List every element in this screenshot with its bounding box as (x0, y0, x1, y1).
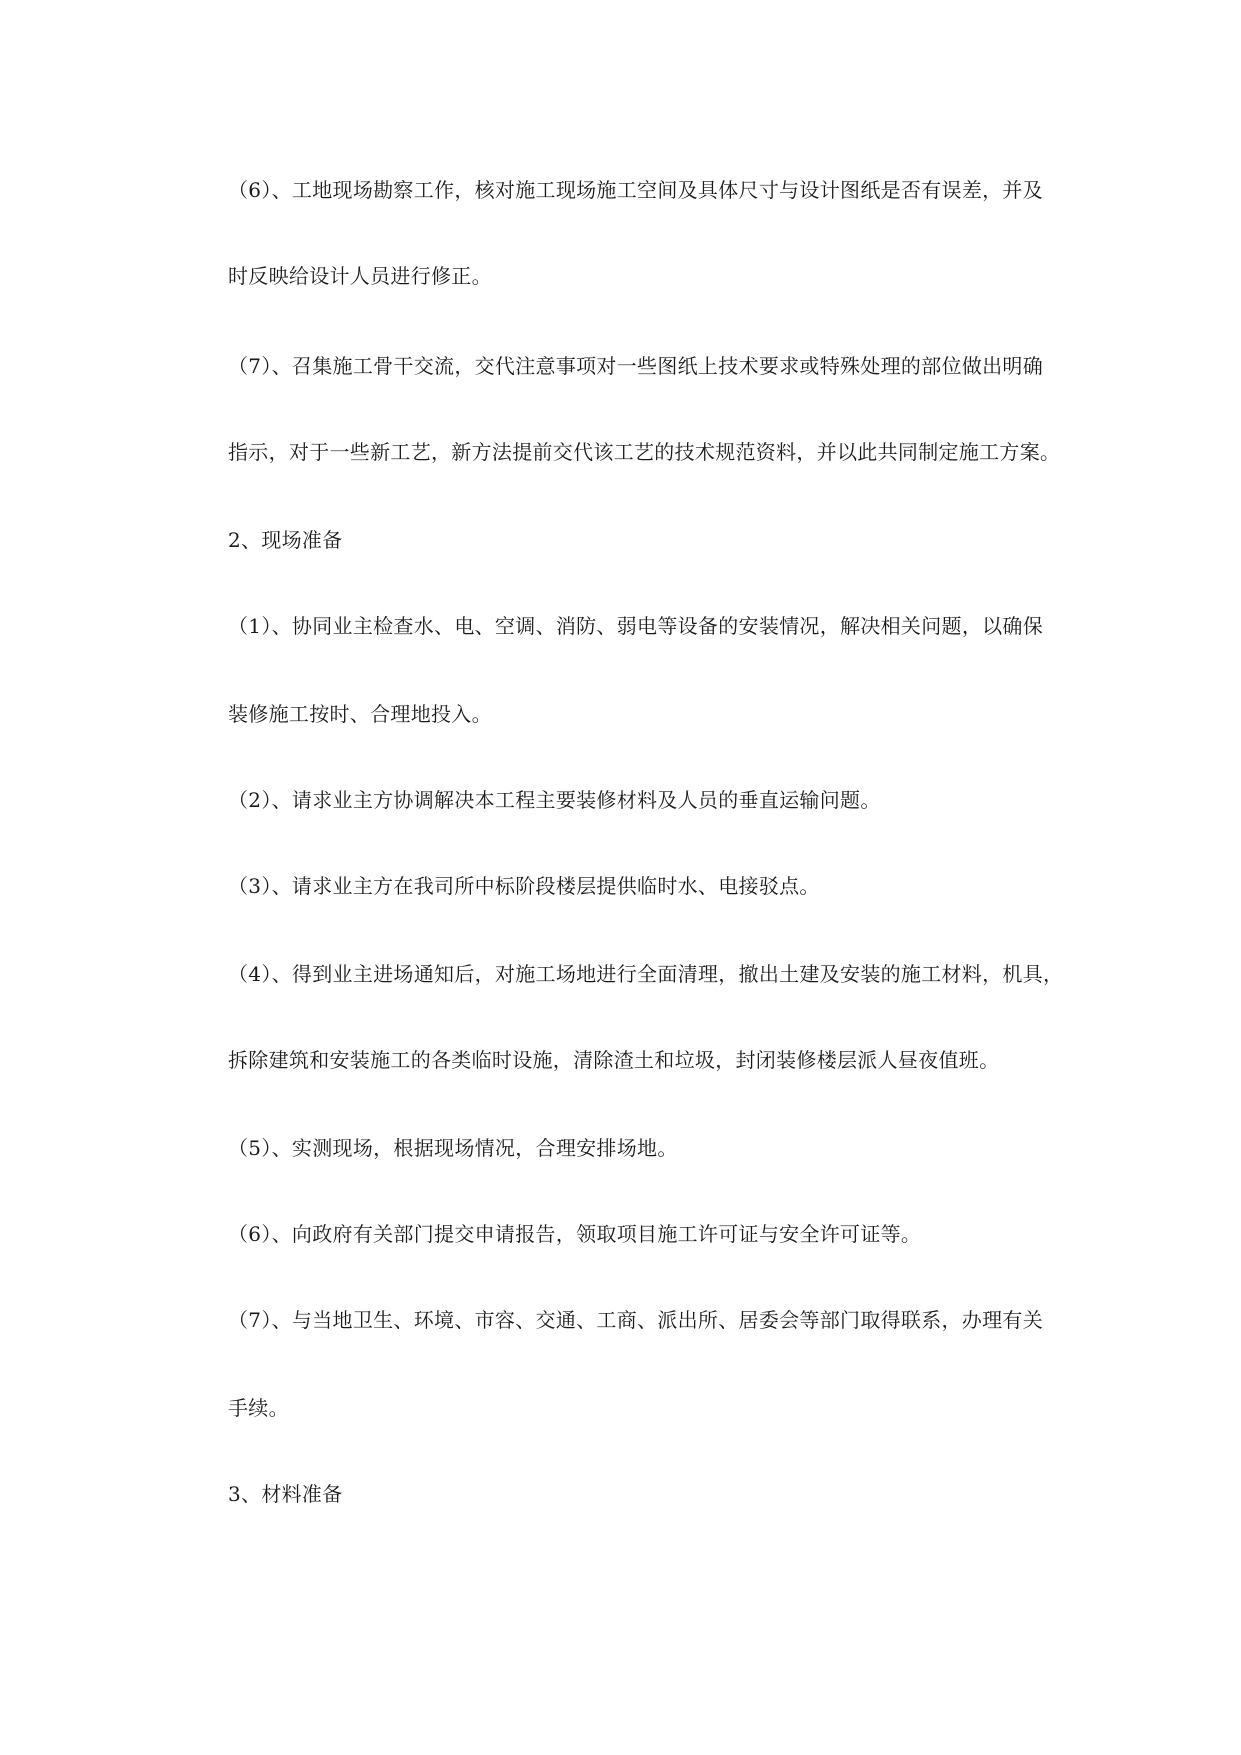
paragraph-line: （5）、实测现场，根据现场情况，合理安排场地。 (228, 1136, 678, 1160)
paragraph-line: 时反映给设计人员进行修正。 (228, 264, 492, 288)
paragraph-line: （1）、协同业主检查水、电、空调、消防、弱电等设备的安装情况，解决相关问题，以确保 (228, 614, 1044, 638)
paragraph-line: 拆除建筑和安装施工的各类临时设施，清除渣土和垃圾，封闭装修楼层派人昼夜值班。 (228, 1048, 1000, 1072)
paragraph-line: （4）、得到业主进场通知后，对施工场地进行全面清理，撤出土建及安装的施工材料，机具， (228, 962, 1064, 986)
paragraph-line: （6）、向政府有关部门提交申请报告，领取项目施工许可证与安全许可证等。 (228, 1222, 922, 1246)
paragraph-line: （6）、工地现场勘察工作，核对施工现场施工空间及具体尺寸与设计图纸是否有误差，并及 (228, 178, 1044, 202)
section-heading: 3、材料准备 (228, 1482, 343, 1506)
paragraph-line: 手续。 (228, 1396, 289, 1420)
paragraph-line: （3）、请求业主方在我司所中标阶段楼层提供临时水、电接驳点。 (228, 874, 820, 898)
paragraph-line: （7）、召集施工骨干交流，交代注意事项对一些图纸上技术要求或特殊处理的部位做出明确 (228, 354, 1044, 378)
paragraph-line: （7）、与当地卫生、环境、市容、交通、工商、派出所、居委会等部门取得联系，办理有关 (228, 1308, 1044, 1332)
paragraph-line: 装修施工按时、合理地投入。 (228, 702, 492, 726)
section-heading: 2、现场准备 (228, 528, 343, 552)
paragraph-line: 指示，对于一些新工艺，新方法提前交代该工艺的技术规范资料，并以此共同制定施工方案。 (228, 440, 1061, 464)
paragraph-line: （2）、请求业主方协调解决本工程主要装修材料及人员的垂直运输问题。 (228, 788, 881, 812)
